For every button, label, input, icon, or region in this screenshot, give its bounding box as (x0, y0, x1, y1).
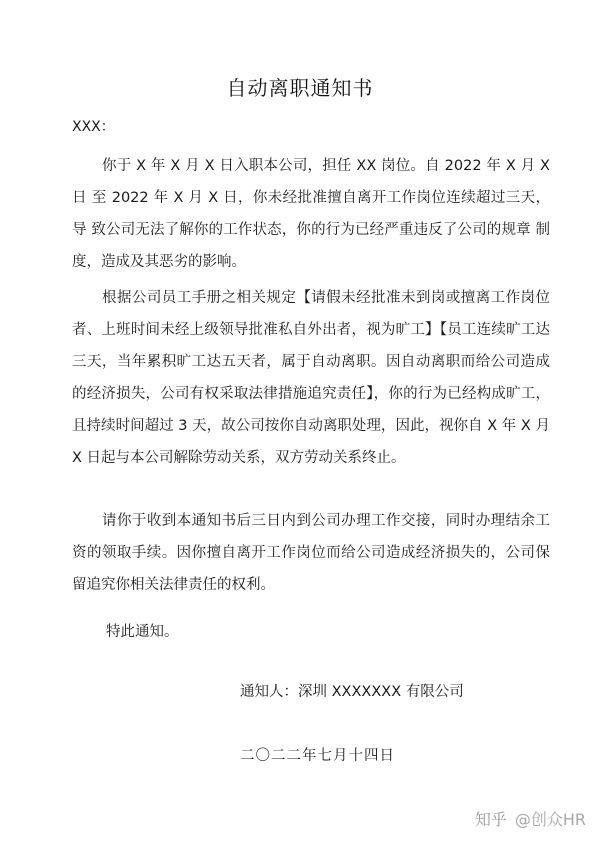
closing-text: 特此通知。 (106, 624, 179, 640)
signer: 通知人：深圳 XXXXXXX 有限公司 (240, 684, 464, 700)
addressee: XXX： (72, 119, 115, 135)
paragraph-2: 根据公司员工手册之相关规定【请假未经批准未到岗或擅离工作岗位者、上班时间未经上级领导批准私自外出者，视为旷工】【员工连续旷工达三天，当年累积旷工达五天者，属于自动离职。因自动离职而给公司造成的经济损失，公司有权采取法律措施追究责任】，你的行为已经构成旷工，且持续时间超过 3 天，故公司按你自动离职处理，因此，视你自 X 年 X 月 X 日起与本公司解除劳动关系，双方劳动关系终止。 (72, 290, 550, 466)
watermark-brand: 知乎 (474, 810, 507, 829)
paragraph-3: 请你于收到本通知书后三日内到公司办理工作交接，同时办理结余工资的领取手续。因你擅自离开工作岗位而给公司造成经济损失的，公司保留追究你相关法律责任的权利。 (72, 513, 550, 593)
paragraph-1: 你于 X 年 X 月 X 日入职本公司，担任 XX 岗位。自 2022 年 X 月 X 日 至 2022 年 X 月 X 日，你未经批准擅自离开工作岗位连续超过三天，导 致公司无法了解你的工作状态，你的行为已经严重违反了公司的规章 制度，造成及其恶劣的影响。 (72, 158, 550, 270)
watermark (475, 807, 586, 830)
watermark-account: @创众HR (514, 810, 586, 829)
document-date: 二〇二二年七月十四日 (240, 748, 395, 764)
document-title: 自动离职通知书 (226, 76, 374, 100)
